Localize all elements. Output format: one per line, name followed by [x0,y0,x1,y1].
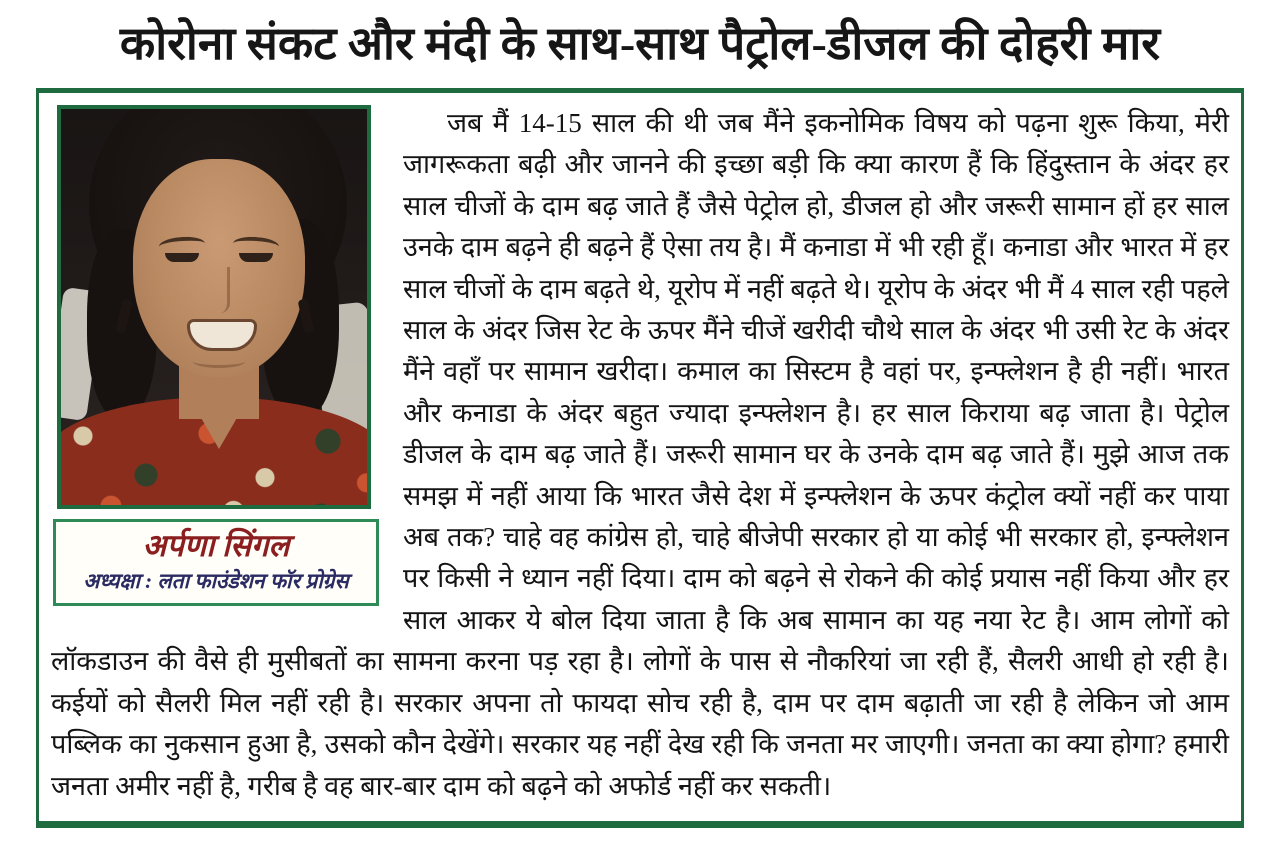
author-caption-box [53,519,379,606]
author-panel [53,105,389,606]
article-content [39,93,1241,821]
article-box [36,88,1244,828]
author-designation: अध्यक्षा : लता फाउंडेशन फॉर प्रोग्रेस [83,569,349,593]
page-title: कोरोना संकट और मंदी के साथ-साथ पैट्रोल-डीजल की दोहरी मार [119,18,1161,69]
portrait-photo [57,105,371,509]
author-name: अर्पणा सिंगल [142,528,290,563]
article-paragraph: जब मैं 14-15 साल की थी जब मैंने इकनोमिक विषय को पढ़ना शुरू किया, मेरी जागरूकता बढ़ी और जानने की इच्छा बड़ी कि क्या कारण हैं कि हिंदुस्तान के अंदर हर साल चीजों के दाम बढ़ जाते हैं जैसे पेट्रोल हो, डीजल हो और जरूरी सामान हों हर साल उनके दाम बढ़ने ही बढ़ने हैं ऐसा तय है। मैं कनाडा में भी रही हूँ। कनाडा और भारत में हर साल चीजों के दाम बढ़ते थे, यूरोप में नहीं बढ़ते थे। यूरोप के अंदर भी मैं 4 साल रही पहले साल के अंदर जिस रेट के ऊपर मैंने चीजें खरीदी चौथे साल के अंदर भी उसी रेट के अंदर मैंने वहाँ पर सामान खरीदा। कमाल का सिस्टम है वहां पर, इन्फ्लेशन है ही नहीं। भारत और कनाडा के अंदर बहुत ज्यादा इन्फ्लेशन है। हर साल किराया बढ़ जाता है। पेट्रोल डीजल के दाम बढ़ जाते हैं। जरूरी सामान घर के उनके दाम बढ़ जाते हैं। मुझे आज तक समझ में नहीं आया कि भारत जैसे देश में इन्फ्लेशन के ऊपर कंट्रोल क्यों नहीं कर पाया अब तक? चाहे वह कांग्रेस हो, चाहे बीजेपी सरकार हो या कोई भी सरकार हो, इन्फ्लेशन पर किसी ने ध्यान नहीं दिया। दाम को बढ़ने से रोकने की कोई प्रयास नहीं किया और हर साल आकर ये बोल दिया जाता है कि अब सामान का यह नया रेट है। आम लोगों को लॉकडाउन की वैसे ही मुसीबतों का सामना करना पड़ रहा है। लोगों के पास से नौकरियां जा रही हैं, सैलरी आधी हो रही है। कईयों को सैलरी मिल नहीं रही है। सरकार अपना तो फायदा सोच रही है, दाम पर दाम बढ़ाती जा रही है लेकिन जो आम पब्लिक का नुकसान हुआ है, उसको कौन देखेंगे। सरकार यह नहीं देख रही कि जनता मर जाएगी। जनता का क्या होगा? हमारी जनता अमीर नहीं है, गरीब है वह बार-बार दाम को बढ़ने को अफोर्ड नहीं कर सकती। [51,108,1230,801]
portrait-photo-art [61,109,367,505]
